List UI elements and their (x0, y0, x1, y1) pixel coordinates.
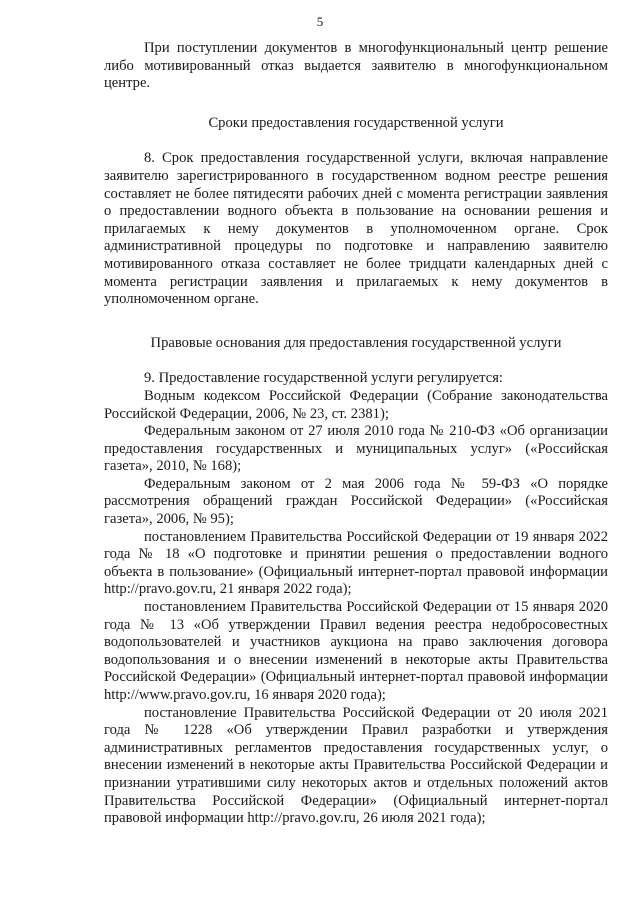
paragraph-mfc-decision: При поступлении документов в многофункциональный центр решение либо мотивированный отказ выдается заявителю в многофункциональном центре. (104, 40, 608, 92)
document-body (104, 40, 608, 828)
paragraph-resolution-13: постановлением Правительства Российской Федерации от 15 января 2020 года № 13 «Об утверждении Правил ведения реестра недобросовестных водопользователей и участников аукциона на право заключения договора водопользования и о внесении изменений в некоторые акты Правительства Российской Федерации» (Официальный интернет-портал правовой информации http://www.pravo.gov.ru, 16 января 2020 года); (104, 599, 608, 703)
paragraph-federal-law-210: Федеральным законом от 27 июля 2010 года № 210-ФЗ «Об организации предоставления государственных и муниципальных услуг» («Российская газета», 2010, № 168); (104, 423, 608, 475)
paragraph-water-code: Водным кодексом Российской Федерации (Собрание законодательства Российской Федерации, 2006, № 23, ст. 2381); (104, 387, 608, 422)
heading-service-terms: Сроки предоставления государственной услуги (208, 114, 504, 131)
page-number: 5 (316, 14, 324, 29)
paragraph-federal-law-59: Федеральным законом от 2 мая 2006 года № 59-ФЗ «О порядке рассмотрения обращений граждан Российской Федерации» («Российская газета», 2006, № 95); (104, 475, 608, 528)
paragraph-resolution-18: постановлением Правительства Российской Федерации от 19 января 2022 года № 18 «О подготовке и принятии решения о предоставлении водного объекта в пользование» (Официальный интернет-портал правовой информации http://pravo.gov.ru, 21 января 2022 года); (104, 528, 608, 598)
paragraph-resolution-1228: постановление Правительства Российской Федерации от 20 июля 2021 года № 1228 «Об утверждении Правил разработки и утверждения административных регламентов предоставления государственных услуг, о внесении изменений в некоторые акты Правительства Российской Федерации и признании утратившими силу некоторых актов и отдельных положений актов Правительства Российской Федерации» (Официальный интернет-портал правовой информации http://pravo.gov.ru, 26 июля 2021 года); (104, 704, 608, 827)
paragraph-legal-basis-9: 9. Предоставление государственной услуги регулируется: (144, 370, 503, 387)
paragraph-service-term-8: 8. Срок предоставления государственной услуги, включая направление заявителю зарегистрированного в государственном водном реестре решения составляет не более пятидесяти рабочих дней с момента регистрации заявления о предоставлении водного объекта в пользование на основании решения и прилагаемых к нему документов в уполномоченном органе. Срок административной процедуры по подготовке и направлению заявителю мотивированного отказа составляет не более тридцати календарных дней с момента регистрации заявления и прилагаемых к нему документов в уполномоченном органе. (104, 150, 608, 308)
heading-legal-basis: Правовые основания для предоставления государственной услуги (150, 334, 562, 351)
